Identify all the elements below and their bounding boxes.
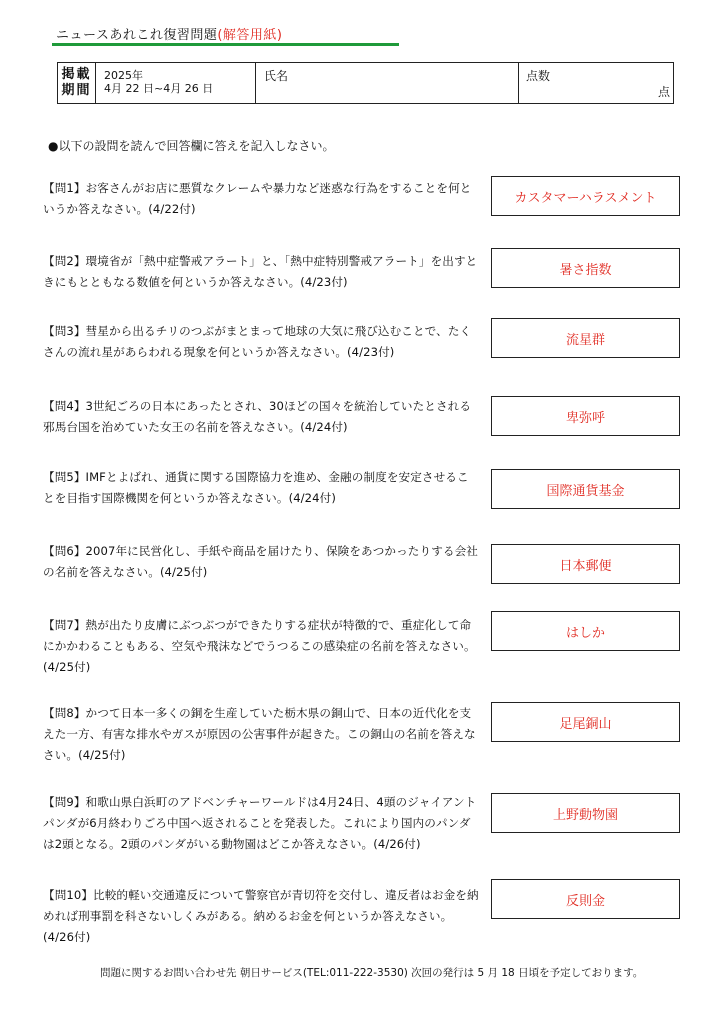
- answer-box-8[interactable]: 足尾銅山: [491, 702, 680, 742]
- period-cell: [96, 63, 256, 103]
- title-main: ニュースあれこれ復習問題: [56, 28, 218, 43]
- answer-box-3[interactable]: 流星群: [491, 318, 680, 358]
- answer-box-2[interactable]: 暑さ指数: [491, 248, 680, 288]
- question-2: 【問2】環境省が「熱中症警戒アラート」と、「熱中症特別警戒アラート」を出すときにもとともなる数値を何というか答えなさい。(4/23付): [43, 254, 478, 289]
- question-9: 【問9】和歌山県白浜町のアドベンチャーワールドは4月24日、4頭のジャイアントパンダが6月終わりごろ中国へ返されることを発表した。これにより国内のパンダは2頭となる。2頭のパンダがいる動物園はどこか答えなさい。(4/26付): [43, 795, 477, 851]
- name-label: 氏名: [264, 69, 289, 83]
- page-title: [56, 24, 283, 43]
- name-field[interactable]: [256, 63, 519, 103]
- question-8: 【問8】かつて日本一多くの銅を生産していた栃木県の銅山で、日本の近代化を支えた一方、有害な排水やガスが原因の公害事件が起きた。この銅山の名前を答えなさい。(4/25付): [43, 706, 476, 762]
- period-year: 2025年: [104, 69, 143, 82]
- question-5: 【問5】IMFとよばれ、通貨に関する国際協力を進め、金融の制度を安定させることを目指す国際機関を何というか答えなさい。(4/24付): [43, 470, 469, 505]
- period-label: 掲載期間: [58, 63, 96, 103]
- question-4: 【問4】3世紀ごろの日本にあったとされ、30ほどの国々を統治していたとされる邪馬台国を治めていた女王の名前を答えなさい。(4/24付): [43, 399, 472, 434]
- question-3: 【問3】彗星から出るチリのつぶがまとまって地球の大気に飛び込むことで、たくさんの流れ星があらわれる現象を何というか答えなさい。(4/23付): [43, 324, 472, 359]
- answer-box-1[interactable]: カスタマーハラスメント: [491, 176, 680, 216]
- title-sub: (解答用紙): [217, 28, 283, 43]
- score-unit: 点: [657, 85, 670, 99]
- question-10: 【問10】比較的軽い交通違反について警察官が青切符を交付し、違反者はお金を納めれば刑事罰を科さないしくみがある。納めるお金を何というか答えなさい。(4/26付): [43, 888, 479, 944]
- answer-box-4[interactable]: 卑弥呼: [491, 396, 680, 436]
- info-table: [57, 62, 674, 104]
- answer-box-7[interactable]: はしか: [491, 611, 680, 651]
- question-6: 【問6】2007年に民営化し、手紙や商品を届けたり、保険をあつかったりする会社の名前を答えなさい。(4/25付): [43, 544, 478, 579]
- answer-box-10[interactable]: 反則金: [491, 879, 680, 919]
- score-label: 点数: [526, 69, 551, 83]
- instruction: ●以下の設問を読んで回答欄に答えを記入しなさい。: [48, 139, 335, 153]
- answer-box-6[interactable]: 日本郵便: [491, 544, 680, 584]
- title-underline: [52, 43, 399, 46]
- score-field[interactable]: [519, 63, 673, 103]
- footer-contact: 問題に関するお問い合わせ先 朝日サービス(TEL:011-222-3530) 次回の発行は 5 月 18 日頃を予定しております。: [100, 967, 644, 979]
- answer-box-5[interactable]: 国際通貨基金: [491, 469, 680, 509]
- answer-box-9[interactable]: 上野動物園: [491, 793, 680, 833]
- period-range: 4月 22 日~4月 26 日: [104, 82, 214, 95]
- question-1: 【問1】お客さんがお店に悪質なクレームや暴力など迷惑な行為をすることを何というか答えなさい。(4/22付): [43, 181, 472, 216]
- question-7: 【問7】熱が出たり皮膚にぶつぶつができたりする症状が特徴的で、重症化して命にかかわることもある、空気や飛沫などでうつるこの感染症の名前を答えなさい。(4/25付): [43, 618, 476, 674]
